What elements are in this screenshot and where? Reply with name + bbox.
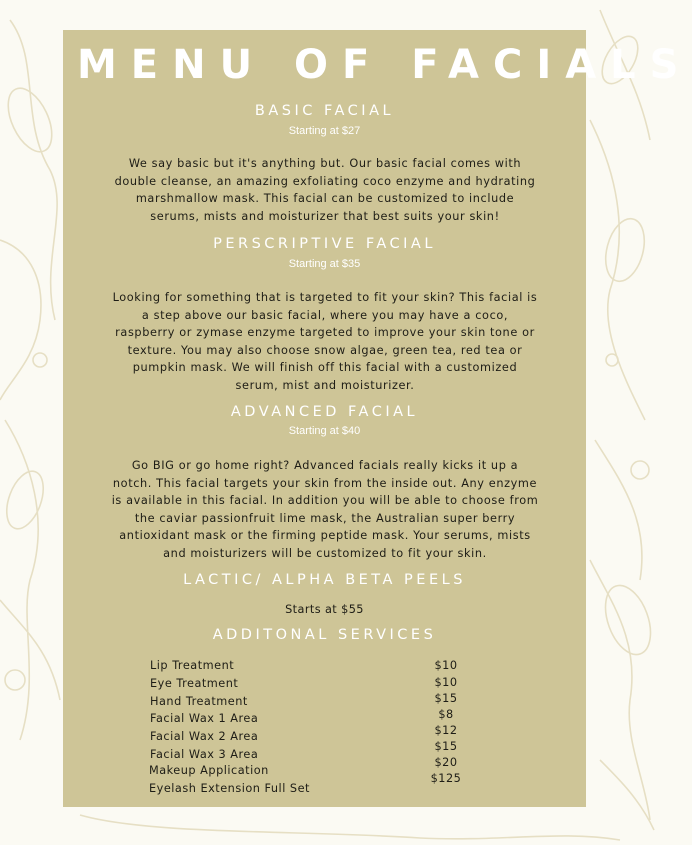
peels-price: Starts at $55 [285,603,364,616]
service-price: $10 [434,676,458,689]
service-price: $20 [434,756,458,769]
perscriptive-facial-price: Starting at $35 [288,258,361,270]
service-price: $15 [434,692,458,705]
service-name: Eye Treatment [150,677,239,690]
service-price: $125 [430,772,462,785]
service-name: Facial Wax 2 Area [150,730,259,743]
service-name: Facial Wax 3 Area [150,748,259,761]
peels-heading: LACTIC/ ALPHA BETA PEELS [183,572,466,588]
basic-facial-price: Starting at $27 [288,125,361,137]
basic-facial-heading: BASIC FACIAL [254,103,395,119]
service-name: Lip Treatment [150,659,235,672]
service-price: $12 [434,724,458,737]
service-price: $10 [434,659,458,672]
additional-services-heading: ADDITONAL SERVICES [212,627,437,643]
service-price: $15 [434,740,458,753]
service-price: $8 [438,708,454,721]
menu-panel [63,30,692,807]
service-name: Hand Treatment [150,695,248,708]
perscriptive-facial-heading: PERSCRIPTIVE FACIAL [213,236,436,252]
service-name: Facial Wax 1 Area [150,712,259,725]
service-name: Makeup Application [149,764,269,777]
advanced-facial-price: Starting at $40 [288,425,361,437]
basic-facial-description: We say basic but it's anything but. Our basic facial comes with double cleanse, an amazing exfoliating coco enzyme and hydrating marshmallow mask. This facial can be customized to include serums, mists and moisturizer that best suits your skin! [114,157,536,223]
advanced-facial-description: Go BIG or go home right? Advanced facials really kicks it up a notch. This facial targets your skin from the inside out. Any enzyme is available in this facial. In addition you will be able to choose from the caviar passionfruit lime mask, the Australian super berry antioxidant mask or the firming peptide mask. Your serums, mists and moisturizers will be customized to fit your skin. [111,459,539,560]
service-name: Eyelash Extension Full Set [149,782,310,795]
page-title: MENU OF FACIALS [77,42,692,88]
advanced-facial-heading: ADVANCED FACIAL [230,404,419,420]
perscriptive-facial-description: Looking for something that is targeted to fit your skin? This facial is a step above our basic facial, where you may have a coco, raspberry or zymase enzyme targeted to improve your skin tone or texture. You may also choose snow algae, green tea, red tea or pumpkin mask. We will finish off this facial with a customized serum, mist and moisturizer. [112,291,538,392]
